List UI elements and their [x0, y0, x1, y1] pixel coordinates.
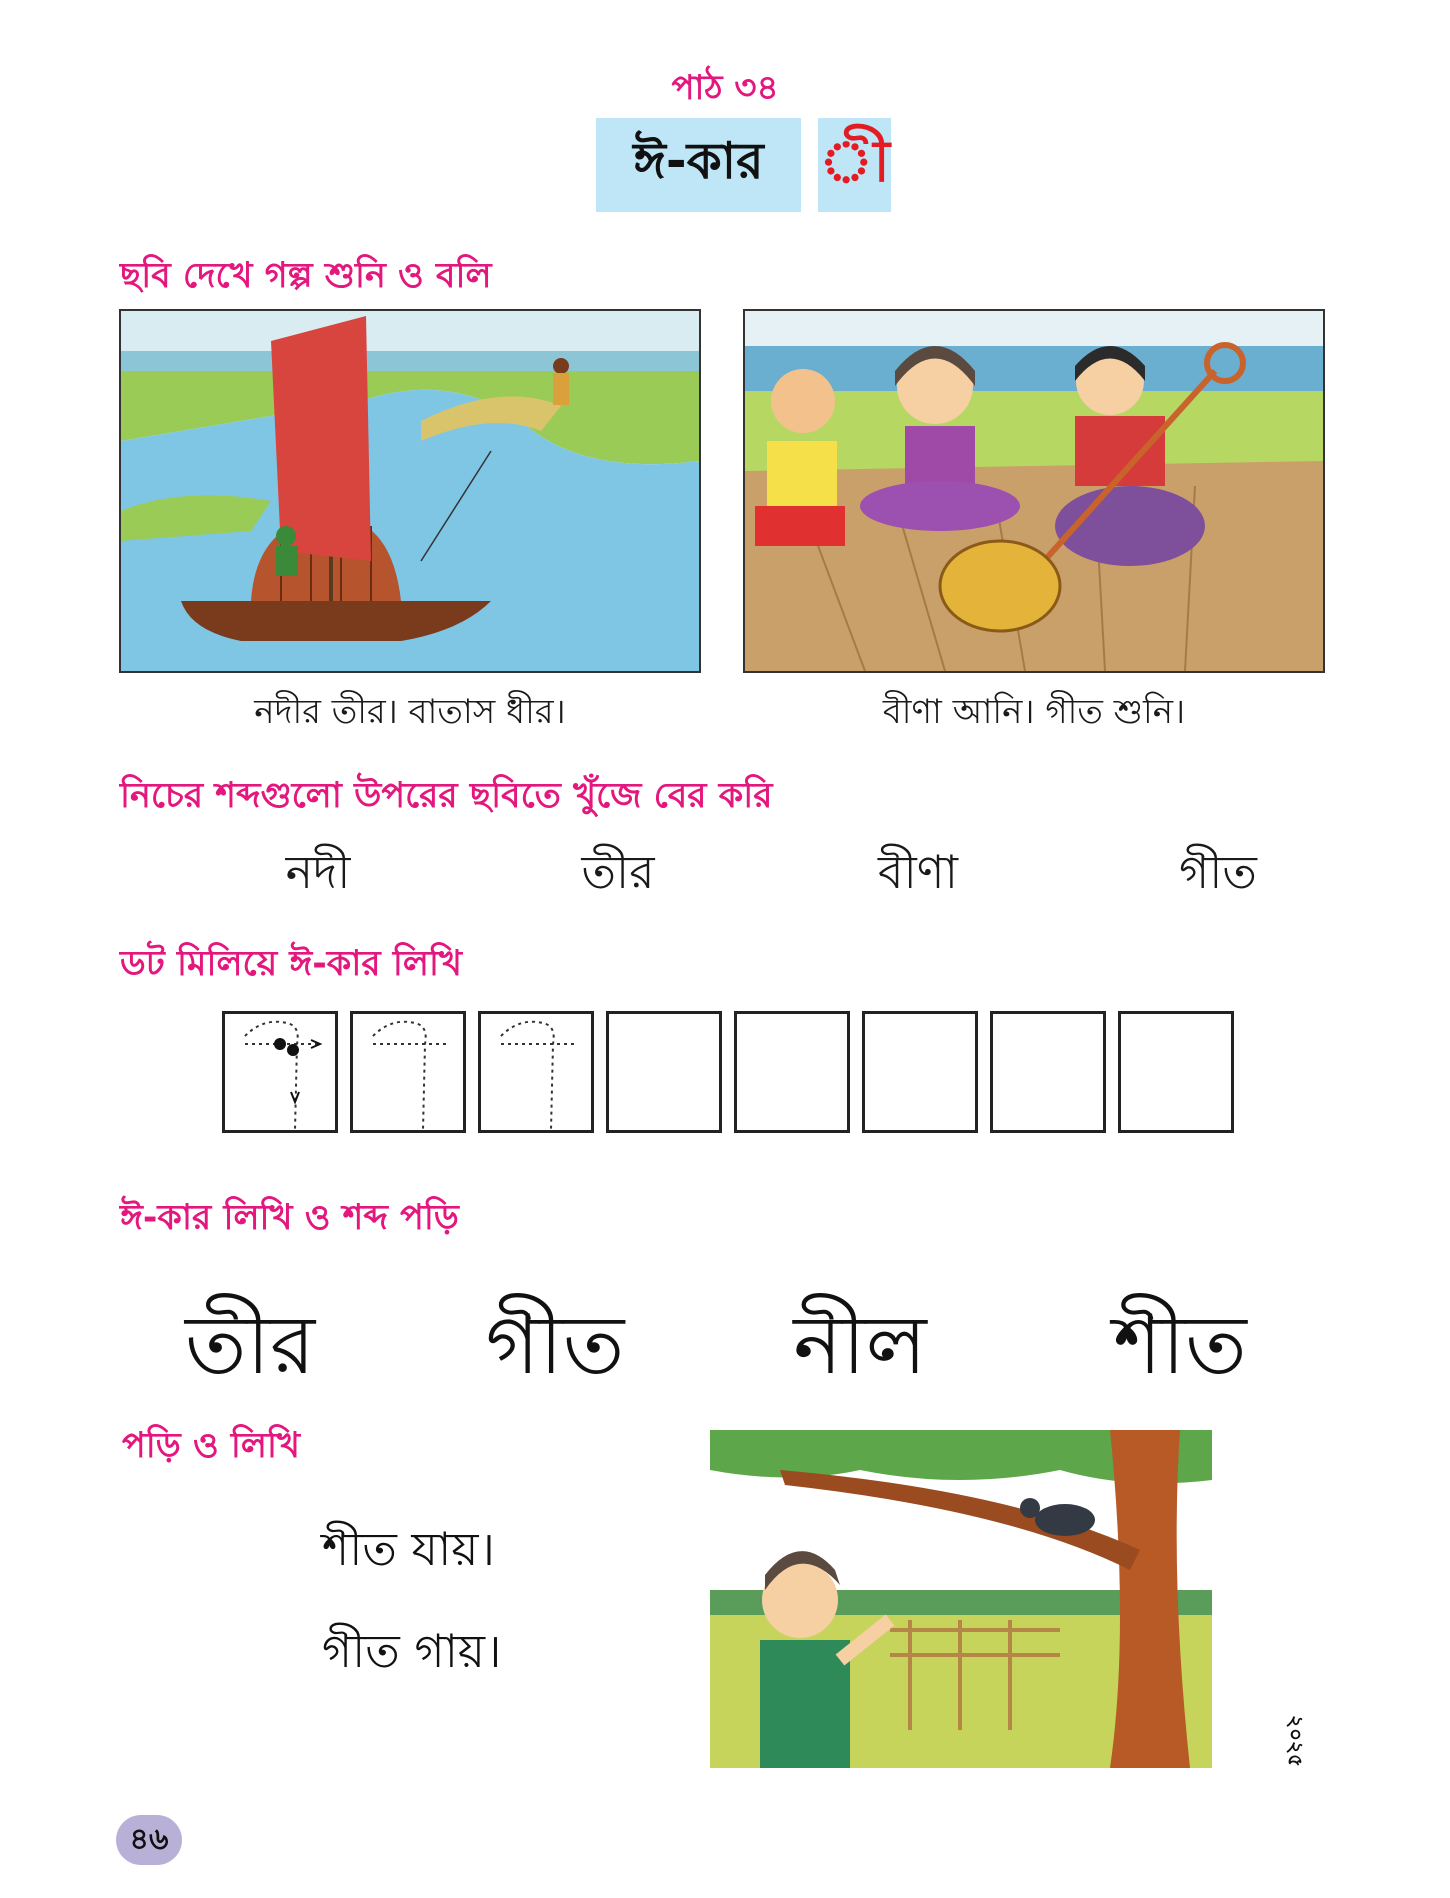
- heading-read-write: পড়ি ও লিখি: [122, 1426, 300, 1466]
- trace-box[interactable]: [350, 1011, 466, 1133]
- caption-text: নদ: [254, 692, 303, 732]
- dotted-guide-icon: [353, 1014, 463, 1130]
- lesson-number: পাঠ ৩৪: [671, 68, 779, 108]
- caption-text: র। বাতাস ধ: [366, 692, 535, 732]
- children-music-illustration: [743, 309, 1325, 673]
- heading-story: ছবি দেখে গল্প শুনি ও বলি: [120, 256, 492, 296]
- trace-box[interactable]: [222, 1011, 338, 1133]
- trace-box[interactable]: [606, 1011, 722, 1133]
- page-number: ৪৬: [116, 1815, 182, 1865]
- side-year: ২০২৫: [1284, 1715, 1308, 1767]
- caption-text: ণা আনি। গ: [911, 692, 1078, 732]
- heading-write-read: ঈ-কার লিখি ও শব্দ পড়ি: [120, 1198, 459, 1238]
- lesson-title: ঈ-কার: [596, 118, 801, 212]
- sentence: গীত গায়।: [322, 1624, 502, 1678]
- caption-text: র ত: [302, 692, 367, 732]
- find-word: বণা: [878, 845, 958, 899]
- heading-find-words: নিচের শব্দগুলো উপরের ছবিতে খুঁজে বের করি: [120, 776, 773, 816]
- practice-word: গত: [485, 1298, 625, 1393]
- caption-music: [745, 686, 1323, 743]
- find-word: নদ: [285, 845, 351, 899]
- practice-word: নল: [793, 1298, 927, 1393]
- practice-word: তর: [184, 1298, 316, 1393]
- trace-box[interactable]: [1118, 1011, 1234, 1133]
- vowel-sign-box: ী: [818, 118, 891, 212]
- crow-tree-illustration: [710, 1430, 1212, 1768]
- river-boat-illustration: [119, 309, 701, 673]
- sentence: শীত যায়।: [322, 1522, 495, 1576]
- practice-word: শত: [1113, 1298, 1247, 1393]
- dotted-guide-icon: [225, 1014, 335, 1130]
- trace-box[interactable]: [478, 1011, 594, 1133]
- trace-box[interactable]: [734, 1011, 850, 1133]
- heading-trace: ডট মিলিয়ে ঈ-কার লিখি: [120, 944, 462, 984]
- caption-text: ত শুনি।: [1077, 692, 1186, 732]
- caption-text: ব: [882, 692, 912, 732]
- trace-box[interactable]: [862, 1011, 978, 1133]
- caption-river: [121, 686, 699, 743]
- find-word: তর: [581, 845, 655, 899]
- caption-text: র।: [534, 692, 566, 732]
- trace-box[interactable]: [990, 1011, 1106, 1133]
- find-word: গত: [1179, 845, 1257, 899]
- dotted-guide-icon: [481, 1014, 591, 1130]
